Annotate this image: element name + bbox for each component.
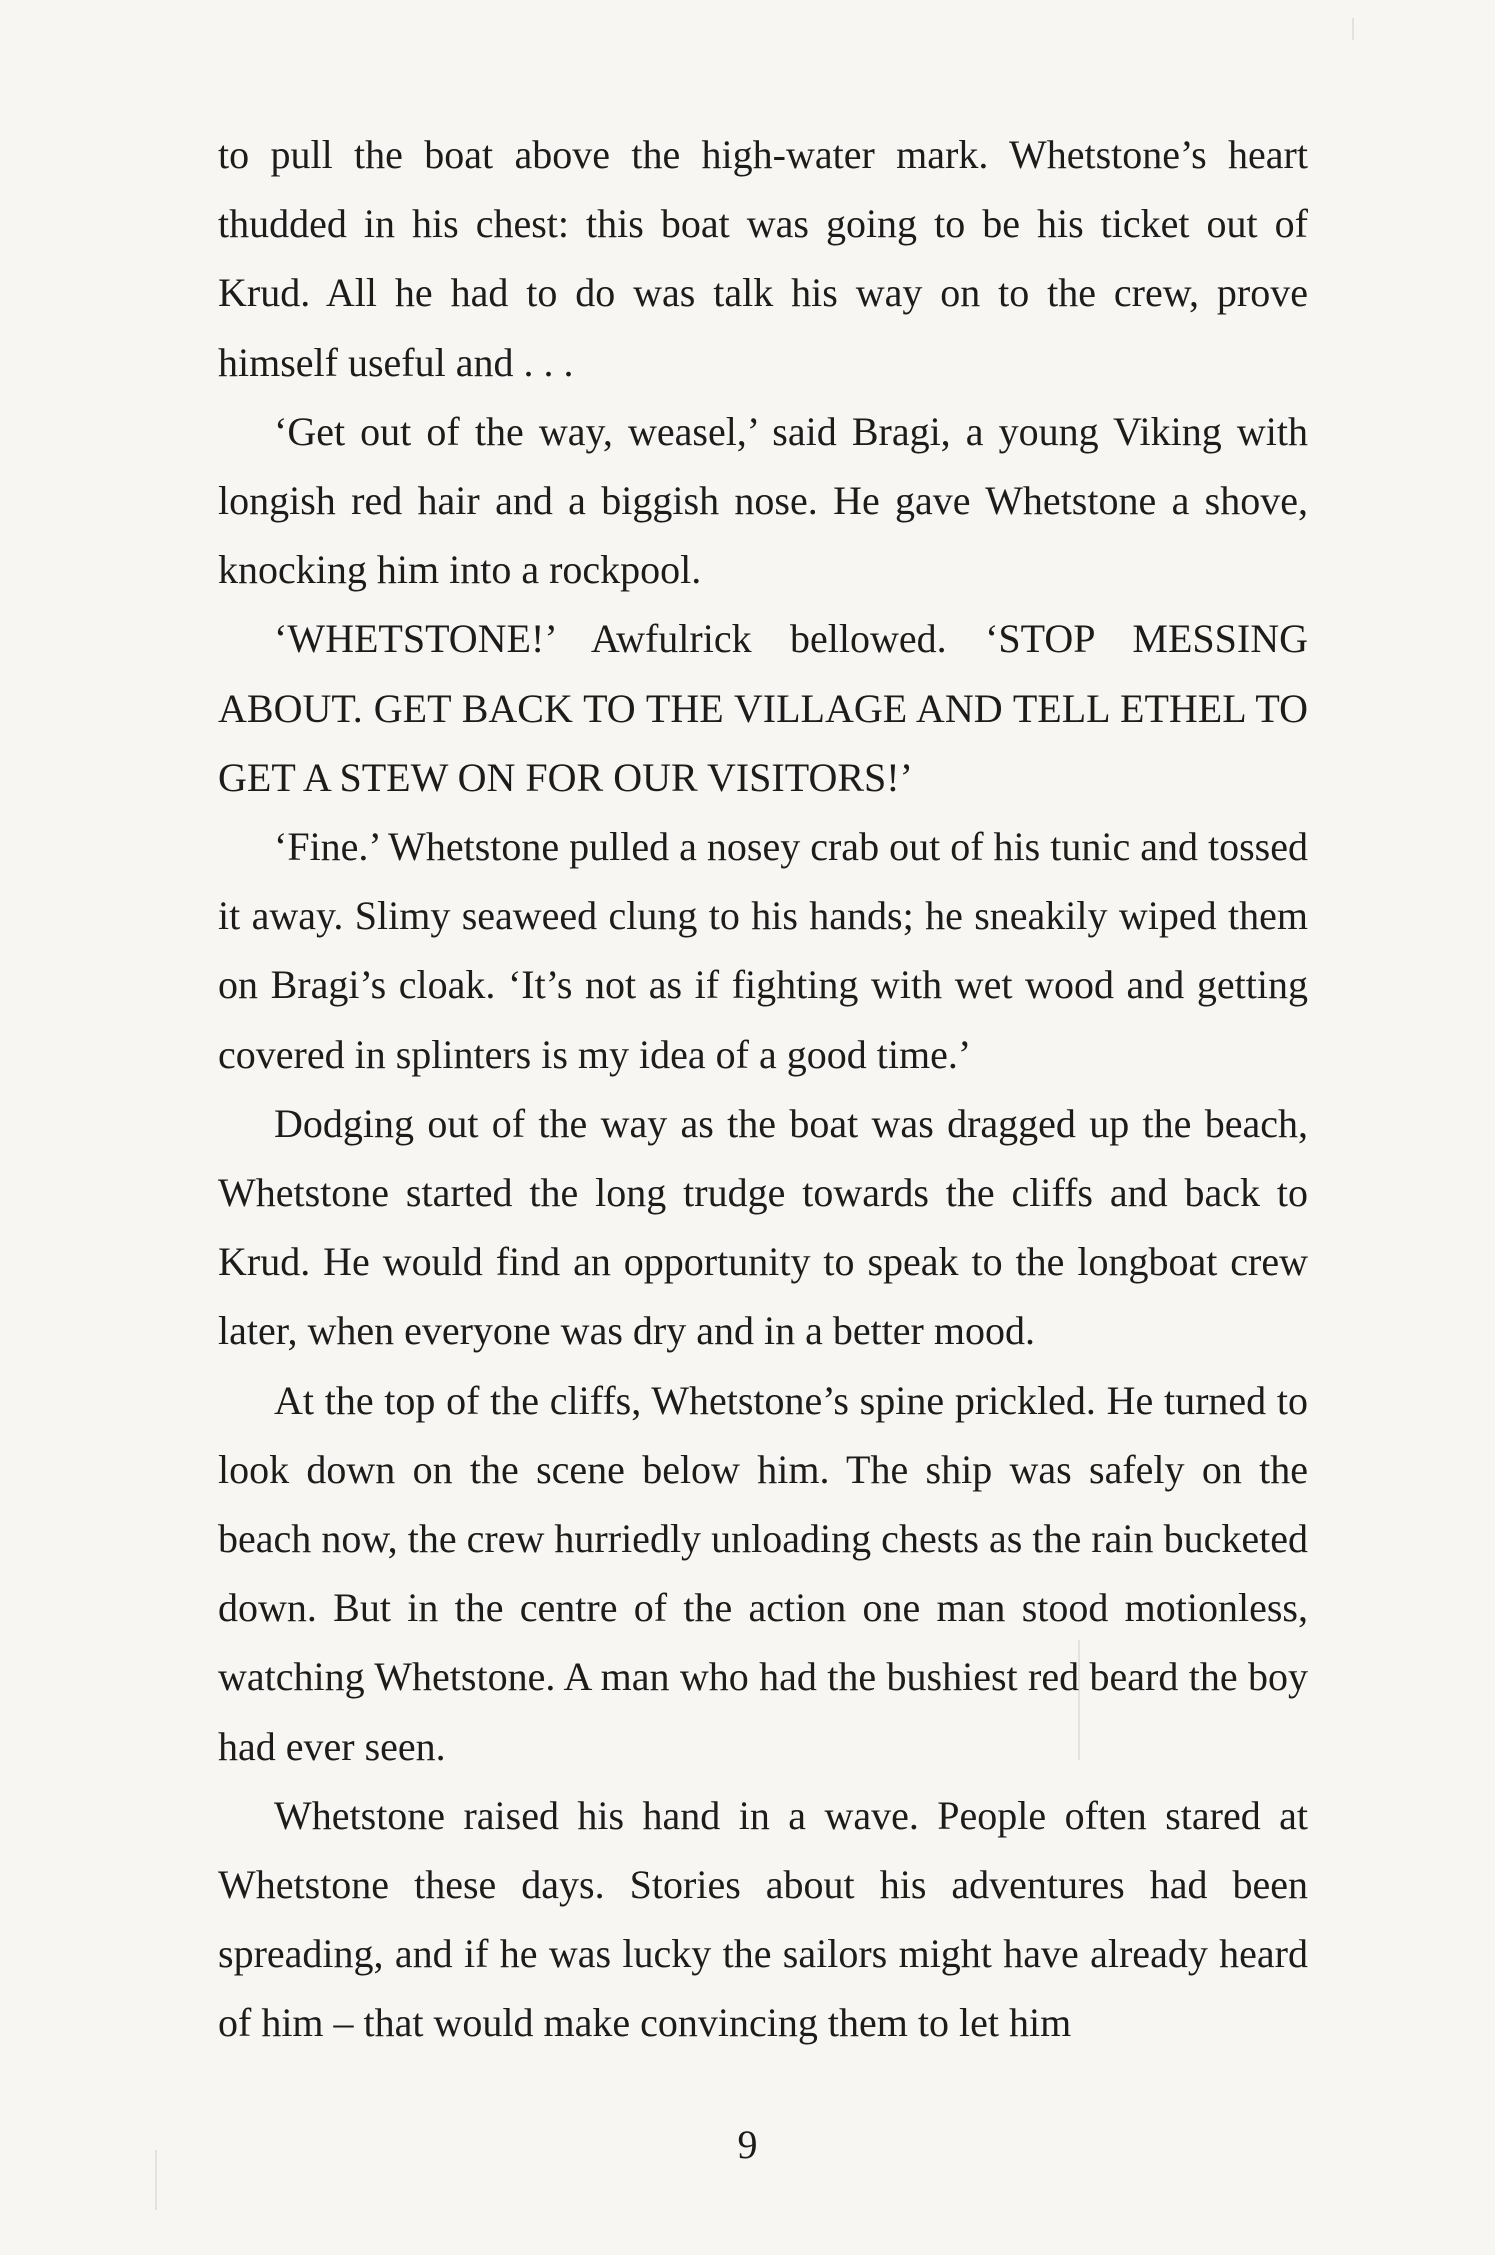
paragraph: Whetstone raised his hand in a wave. People often stared at Whetstone these days. Stories about his adventures had been spreading, and if he was lucky the sailors might have already heard of him – that would make convincing them to let him	[218, 1792, 1308, 2046]
paragraph: Dodging out of the way as the boat was dragged up the beach, Whetstone started the long trudge towards the cliffs and back to Krud. He would find an opportunity to speak to the longboat crew later, when everyone was dry and in a better mood.	[218, 1100, 1308, 1354]
scan-artifact-line	[1352, 18, 1354, 40]
paragraph: ‘Get out of the way, weasel,’ said Bragi, a young Viking with longish red hair and a biggish nose. He gave Whetstone a shove, knocking him into a rockpool.	[218, 408, 1308, 593]
body-text	[218, 120, 1308, 2058]
page-number: 9	[737, 2122, 758, 2167]
paragraph: to pull the boat above the high-water mark. Whetstone’s heart thudded in his chest: this boat was going to be his ticket out of Krud. All he had to do was talk his way on to the crew, prove himself useful and . . .	[218, 132, 1308, 385]
paragraph: ‘Fine.’ Whetstone pulled a nosey crab out of his tunic and tossed it away. Slimy seaweed clung to his hands; he sneakily wiped them on Bragi’s cloak. ‘It’s not as if fighting with wet wood and getting covered in splinters is my idea of a good time.’	[218, 824, 1308, 1077]
paragraph: At the top of the cliffs, Whetstone’s spine prickled. He turned to look down on the scene below him. The ship was safely on the beach now, the crew hurriedly unloading chests as the rain bucketed down. But in the centre of the action one man stood motionless, watching Whetstone. A man who had the bushiest red beard the boy had ever seen.	[218, 1377, 1308, 1769]
paragraph: ‘WHETSTONE!’ Awfulrick bellowed. ‘STOP MESSING ABOUT. GET BACK TO THE VILLAGE AND TELL ETHEL TO GET A STEW ON FOR OUR VISITORS!’	[218, 616, 1308, 800]
